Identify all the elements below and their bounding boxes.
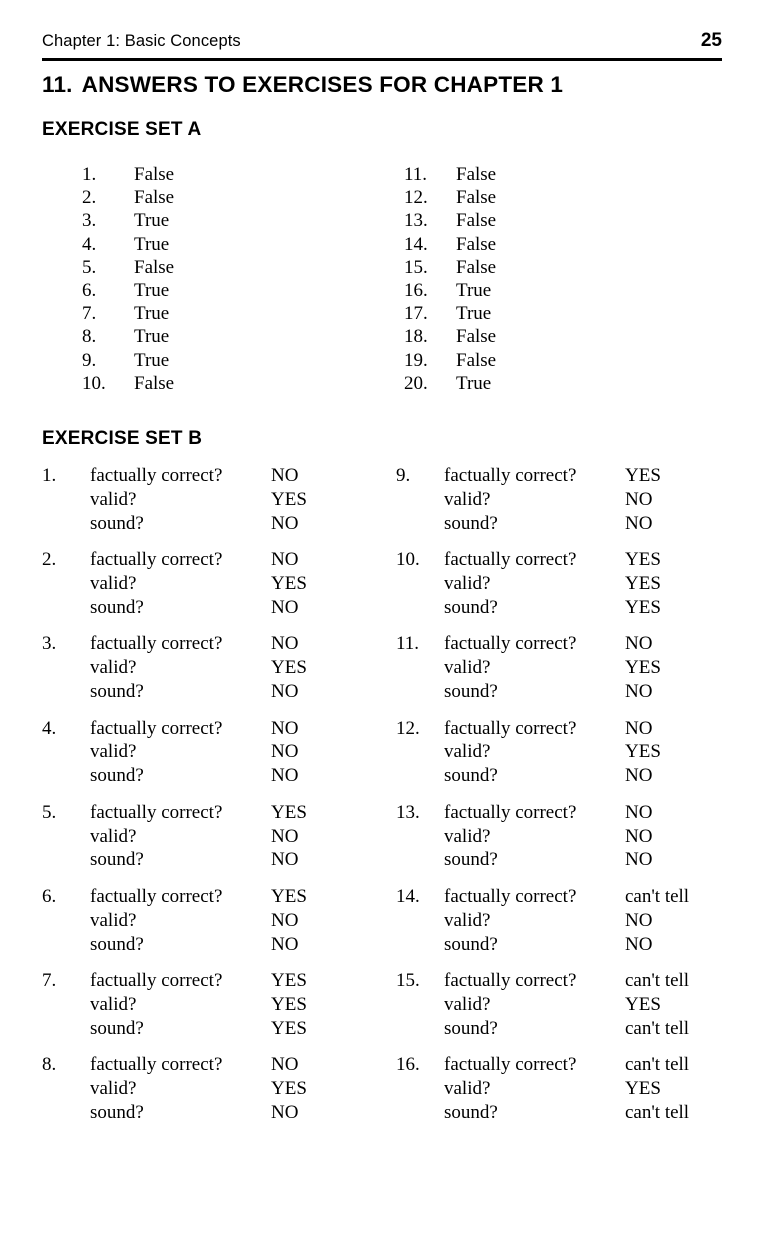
answer-value: False xyxy=(134,256,175,278)
answer-value-factually-correct: NO xyxy=(271,633,299,655)
question-label-factually-correct: factually correct? xyxy=(90,801,223,823)
argument-answer-line xyxy=(42,885,307,909)
answer-value: True xyxy=(134,303,170,325)
argument-answer-line xyxy=(396,512,689,536)
exercise-set-a-right-column xyxy=(404,163,546,395)
argument-number-spacer xyxy=(396,993,444,1017)
argument-answer-line xyxy=(42,717,307,741)
page-number: 25 xyxy=(700,30,722,51)
argument-number-spacer xyxy=(42,1017,90,1041)
argument-number: 13. xyxy=(396,801,420,823)
question-label-factually-correct: factually correct? xyxy=(444,549,577,571)
answer-value-factually-correct: YES xyxy=(271,801,307,823)
argument-answer-line xyxy=(396,933,689,957)
question-label-sound: sound? xyxy=(90,1101,144,1123)
answer-value-sound: can't tell xyxy=(625,1101,690,1123)
answer-row xyxy=(404,209,546,232)
argument-answer-line xyxy=(42,801,307,825)
argument-number: 4. xyxy=(42,717,57,739)
argument-number-spacer xyxy=(42,993,90,1017)
answer-value-valid: NO xyxy=(271,741,299,763)
answer-number: 15. xyxy=(404,256,428,278)
answer-value: True xyxy=(134,326,170,348)
answer-row xyxy=(82,349,224,372)
argument-answer-line xyxy=(42,1053,307,1077)
argument-answer-block xyxy=(42,717,307,801)
argument-answer-block xyxy=(42,548,307,632)
answer-value-sound: NO xyxy=(271,512,299,534)
answer-value-sound: NO xyxy=(271,933,299,955)
answer-value-factually-correct: can't tell xyxy=(625,1054,690,1076)
question-label-factually-correct: factually correct? xyxy=(444,970,577,992)
question-label-sound: sound? xyxy=(90,1017,144,1039)
argument-answer-line xyxy=(42,596,307,620)
question-label-sound: sound? xyxy=(90,933,144,955)
question-label-valid: valid? xyxy=(90,488,137,510)
question-label-sound: sound? xyxy=(90,680,144,702)
answer-value-factually-correct: NO xyxy=(271,549,299,571)
answer-value: False xyxy=(456,210,497,232)
question-label-factually-correct: factually correct? xyxy=(444,801,577,823)
argument-answer-line xyxy=(396,885,689,909)
argument-answer-block xyxy=(42,969,307,1053)
argument-answer-block xyxy=(42,1053,307,1137)
argument-answer-line xyxy=(42,464,307,488)
answer-row xyxy=(82,233,224,256)
answer-value-valid: YES xyxy=(625,1078,661,1100)
answer-value-factually-correct: NO xyxy=(271,1054,299,1076)
question-label-sound: sound? xyxy=(90,596,144,618)
argument-answer-line xyxy=(396,1017,689,1041)
answer-row xyxy=(404,302,546,325)
answer-number: 20. xyxy=(404,372,428,394)
question-label-valid: valid? xyxy=(444,657,491,679)
answer-value-sound: NO xyxy=(625,680,653,702)
argument-answer-line xyxy=(42,656,307,680)
answer-number: 16. xyxy=(404,279,428,301)
argument-number-spacer xyxy=(42,848,90,872)
answer-value: False xyxy=(456,187,497,209)
argument-number-spacer xyxy=(42,596,90,620)
answer-value-sound: can't tell xyxy=(625,1017,690,1039)
answer-row xyxy=(82,302,224,325)
argument-answer-block xyxy=(396,548,689,632)
question-label-factually-correct: factually correct? xyxy=(90,970,223,992)
question-label-sound: sound? xyxy=(444,765,498,787)
argument-number-spacer xyxy=(42,909,90,933)
answer-row xyxy=(404,325,546,348)
argument-number: 8. xyxy=(42,1054,57,1076)
argument-answer-line xyxy=(42,909,307,933)
question-label-valid: valid? xyxy=(444,572,491,594)
exercise-set-b-right-column xyxy=(396,464,689,1138)
argument-answer-line xyxy=(396,572,689,596)
question-label-valid: valid? xyxy=(90,741,137,763)
argument-answer-block xyxy=(396,1053,689,1137)
answer-value-factually-correct: NO xyxy=(271,465,299,486)
answer-number: 14. xyxy=(404,233,428,255)
answer-value: False xyxy=(134,187,175,209)
argument-number-spacer xyxy=(396,1017,444,1041)
question-label-sound: sound? xyxy=(90,512,144,534)
exercise-set-a-heading: EXERCISE SET A xyxy=(42,119,202,140)
argument-number-spacer xyxy=(42,1077,90,1101)
question-label-factually-correct: factually correct? xyxy=(444,465,577,486)
answer-value-valid: NO xyxy=(625,488,653,510)
answer-value: True xyxy=(456,279,492,301)
argument-number-spacer xyxy=(42,764,90,788)
answer-value-sound: NO xyxy=(271,680,299,702)
argument-answer-line xyxy=(396,596,689,620)
answer-value-valid: YES xyxy=(625,572,661,594)
question-label-factually-correct: factually correct? xyxy=(444,885,577,907)
argument-answer-block xyxy=(396,632,689,716)
argument-number-spacer xyxy=(42,512,90,536)
answer-row xyxy=(82,256,224,279)
header-divider-rule xyxy=(42,58,722,61)
argument-number-spacer xyxy=(396,572,444,596)
exercise-set-b-left-column xyxy=(42,464,307,1138)
answer-value-sound: YES xyxy=(271,1017,307,1039)
question-label-factually-correct: factually correct? xyxy=(444,1054,577,1076)
argument-answer-block xyxy=(42,464,307,548)
answer-value-valid: NO xyxy=(625,825,653,847)
question-label-factually-correct: factually correct? xyxy=(90,633,223,655)
argument-number: 2. xyxy=(42,549,57,571)
argument-answer-line xyxy=(42,993,307,1017)
answer-value-factually-correct: YES xyxy=(625,465,661,486)
argument-number-spacer xyxy=(42,488,90,512)
question-label-factually-correct: factually correct? xyxy=(90,1054,223,1076)
argument-answer-line xyxy=(396,488,689,512)
answer-value-factually-correct: YES xyxy=(625,549,661,571)
argument-answer-line xyxy=(396,1077,689,1101)
answer-value-sound: NO xyxy=(625,512,653,534)
answer-value-valid: YES xyxy=(271,488,307,510)
answer-number: 13. xyxy=(404,210,428,232)
question-label-sound: sound? xyxy=(444,680,498,702)
argument-answer-line xyxy=(396,825,689,849)
argument-number-spacer xyxy=(396,740,444,764)
answer-number: 3. xyxy=(82,210,97,232)
answer-value: True xyxy=(134,279,170,301)
question-label-sound: sound? xyxy=(444,1101,498,1123)
header-chapter-title: Chapter 1: Basic Concepts xyxy=(42,32,241,50)
answer-value-factually-correct: NO xyxy=(625,633,653,655)
argument-answer-line xyxy=(396,909,689,933)
argument-number: 5. xyxy=(42,801,57,823)
argument-answer-line xyxy=(42,488,307,512)
argument-answer-line xyxy=(396,1101,689,1125)
answer-value-sound: NO xyxy=(625,765,653,787)
argument-answer-line xyxy=(42,632,307,656)
answer-value-valid: YES xyxy=(625,657,661,679)
argument-answer-line xyxy=(42,512,307,536)
question-label-sound: sound? xyxy=(444,849,498,871)
argument-answer-block xyxy=(396,464,689,548)
argument-number-spacer xyxy=(396,1101,444,1125)
answer-value-valid: YES xyxy=(625,741,661,763)
argument-number-spacer xyxy=(42,1101,90,1125)
question-label-valid: valid? xyxy=(444,993,491,1015)
answer-value-sound: NO xyxy=(625,933,653,955)
answer-number: 1. xyxy=(82,164,97,185)
question-label-sound: sound? xyxy=(90,765,144,787)
argument-number-spacer xyxy=(396,933,444,957)
answer-row xyxy=(404,233,546,256)
argument-number-spacer xyxy=(396,596,444,620)
argument-answer-line xyxy=(42,1077,307,1101)
answer-number: 8. xyxy=(82,326,97,348)
answer-value-valid: YES xyxy=(271,572,307,594)
argument-number: 6. xyxy=(42,885,57,907)
answer-value-valid: YES xyxy=(625,993,661,1015)
answer-row xyxy=(82,325,224,348)
question-label-valid: valid? xyxy=(444,741,491,763)
argument-answer-line xyxy=(42,1101,307,1125)
question-label-valid: valid? xyxy=(444,825,491,847)
question-label-valid: valid? xyxy=(90,825,137,847)
answer-value-sound: NO xyxy=(271,765,299,787)
argument-answer-block xyxy=(42,632,307,716)
answer-number: 6. xyxy=(82,279,97,301)
argument-number-spacer xyxy=(42,740,90,764)
argument-number-spacer xyxy=(396,909,444,933)
argument-answer-block xyxy=(396,717,689,801)
argument-number: 12. xyxy=(396,717,420,739)
answer-value-valid: YES xyxy=(271,1078,307,1100)
answer-number: 17. xyxy=(404,303,428,325)
answer-value: False xyxy=(456,326,497,348)
argument-answer-line xyxy=(396,740,689,764)
question-label-sound: sound? xyxy=(444,933,498,955)
argument-number: 1. xyxy=(42,465,57,486)
answer-row xyxy=(404,186,546,209)
argument-number-spacer xyxy=(42,656,90,680)
answer-value-valid: NO xyxy=(271,825,299,847)
answer-value-valid: YES xyxy=(271,993,307,1015)
argument-answer-line xyxy=(396,969,689,993)
answer-row xyxy=(82,209,224,232)
question-label-sound: sound? xyxy=(444,512,498,534)
argument-answer-line xyxy=(42,740,307,764)
argument-number: 10. xyxy=(396,549,420,571)
question-label-valid: valid? xyxy=(444,488,491,510)
argument-number-spacer xyxy=(42,680,90,704)
argument-answer-line xyxy=(42,1017,307,1041)
argument-number-spacer xyxy=(42,572,90,596)
argument-answer-line xyxy=(396,764,689,788)
question-label-valid: valid? xyxy=(90,572,137,594)
argument-answer-block xyxy=(42,885,307,969)
answer-value-valid: NO xyxy=(625,909,653,931)
argument-number: 16. xyxy=(396,1054,420,1076)
answer-value-sound: NO xyxy=(625,849,653,871)
argument-number-spacer xyxy=(396,488,444,512)
answer-number: 9. xyxy=(82,349,97,371)
answer-value-sound: NO xyxy=(271,849,299,871)
section-number: 11. xyxy=(42,72,73,97)
argument-answer-line xyxy=(396,548,689,572)
answer-row xyxy=(82,163,224,186)
argument-number: 15. xyxy=(396,970,420,992)
question-label-factually-correct: factually correct? xyxy=(90,885,223,907)
argument-number: 11. xyxy=(396,633,420,655)
question-label-valid: valid? xyxy=(444,909,491,931)
answer-row xyxy=(404,256,546,279)
answer-row xyxy=(404,163,546,186)
answer-value-factually-correct: YES xyxy=(271,970,307,992)
question-label-factually-correct: factually correct? xyxy=(90,465,223,486)
argument-number: 7. xyxy=(42,970,57,992)
argument-answer-line xyxy=(396,632,689,656)
argument-number-spacer xyxy=(396,825,444,849)
answer-number: 19. xyxy=(404,349,428,371)
answer-row xyxy=(82,279,224,302)
answer-value: True xyxy=(456,303,492,325)
answer-number: 2. xyxy=(82,187,97,209)
question-label-valid: valid? xyxy=(90,1078,137,1100)
argument-answer-line xyxy=(396,464,689,488)
argument-answer-block xyxy=(42,801,307,885)
argument-answer-line xyxy=(42,969,307,993)
argument-answer-line xyxy=(396,656,689,680)
answer-value: False xyxy=(456,349,497,371)
answer-row xyxy=(82,186,224,209)
argument-answer-line xyxy=(42,680,307,704)
running-header xyxy=(42,30,722,52)
answer-number: 12. xyxy=(404,187,428,209)
section-heading xyxy=(42,72,563,98)
exercise-set-a-left-column xyxy=(82,163,224,395)
argument-answer-block xyxy=(396,801,689,885)
answer-value-factually-correct: can't tell xyxy=(625,970,690,992)
question-label-sound: sound? xyxy=(444,1017,498,1039)
question-label-sound: sound? xyxy=(444,596,498,618)
exercise-set-b-heading: EXERCISE SET B xyxy=(42,428,203,449)
argument-answer-line xyxy=(396,680,689,704)
answer-value: False xyxy=(456,164,497,185)
argument-number: 9. xyxy=(396,465,411,486)
argument-answer-line xyxy=(396,848,689,872)
answer-value-valid: YES xyxy=(271,657,307,679)
answer-value: False xyxy=(134,372,175,394)
argument-answer-line xyxy=(396,993,689,1017)
answer-value: False xyxy=(134,164,175,185)
answer-value-factually-correct: NO xyxy=(271,717,299,739)
answer-value-factually-correct: NO xyxy=(625,801,653,823)
answer-value: False xyxy=(456,233,497,255)
answer-value: False xyxy=(456,256,497,278)
argument-number-spacer xyxy=(42,933,90,957)
argument-number-spacer xyxy=(396,764,444,788)
section-title: ANSWERS TO EXERCISES FOR CHAPTER 1 xyxy=(81,72,564,97)
question-label-valid: valid? xyxy=(90,657,137,679)
answer-value-sound: YES xyxy=(625,596,661,618)
answer-value-valid: NO xyxy=(271,909,299,931)
argument-number-spacer xyxy=(396,656,444,680)
answer-value-factually-correct: can't tell xyxy=(625,885,690,907)
argument-answer-block xyxy=(396,885,689,969)
argument-answer-line xyxy=(42,548,307,572)
answer-row xyxy=(404,372,546,395)
answer-value: True xyxy=(134,210,170,232)
argument-number: 3. xyxy=(42,633,57,655)
answer-value-factually-correct: YES xyxy=(271,885,307,907)
answer-number: 7. xyxy=(82,303,97,325)
answer-value: True xyxy=(134,233,170,255)
argument-answer-line xyxy=(42,933,307,957)
argument-number-spacer xyxy=(396,848,444,872)
argument-number-spacer xyxy=(396,680,444,704)
answer-number: 11. xyxy=(404,164,428,185)
question-label-factually-correct: factually correct? xyxy=(90,717,223,739)
argument-answer-line xyxy=(42,848,307,872)
answer-number: 10. xyxy=(82,372,106,394)
answer-row xyxy=(404,279,546,302)
argument-answer-block xyxy=(396,969,689,1053)
argument-answer-line xyxy=(396,801,689,825)
argument-answer-line xyxy=(42,764,307,788)
answer-row xyxy=(82,372,224,395)
argument-answer-line xyxy=(42,825,307,849)
argument-answer-line xyxy=(42,572,307,596)
argument-number-spacer xyxy=(42,825,90,849)
question-label-factually-correct: factually correct? xyxy=(444,633,577,655)
argument-number-spacer xyxy=(396,1077,444,1101)
answer-value-sound: NO xyxy=(271,596,299,618)
answer-number: 5. xyxy=(82,256,97,278)
argument-answer-line xyxy=(396,717,689,741)
answer-number: 4. xyxy=(82,233,97,255)
question-label-factually-correct: factually correct? xyxy=(90,549,223,571)
question-label-valid: valid? xyxy=(444,1078,491,1100)
argument-answer-line xyxy=(396,1053,689,1077)
answer-number: 18. xyxy=(404,326,428,348)
answer-value: True xyxy=(456,372,492,394)
question-label-valid: valid? xyxy=(90,909,137,931)
question-label-sound: sound? xyxy=(90,849,144,871)
argument-number-spacer xyxy=(396,512,444,536)
answer-value: True xyxy=(134,349,170,371)
answer-row xyxy=(404,349,546,372)
argument-number: 14. xyxy=(396,885,420,907)
question-label-valid: valid? xyxy=(90,993,137,1015)
answer-value-sound: NO xyxy=(271,1101,299,1123)
question-label-factually-correct: factually correct? xyxy=(444,717,577,739)
answer-value-factually-correct: NO xyxy=(625,717,653,739)
